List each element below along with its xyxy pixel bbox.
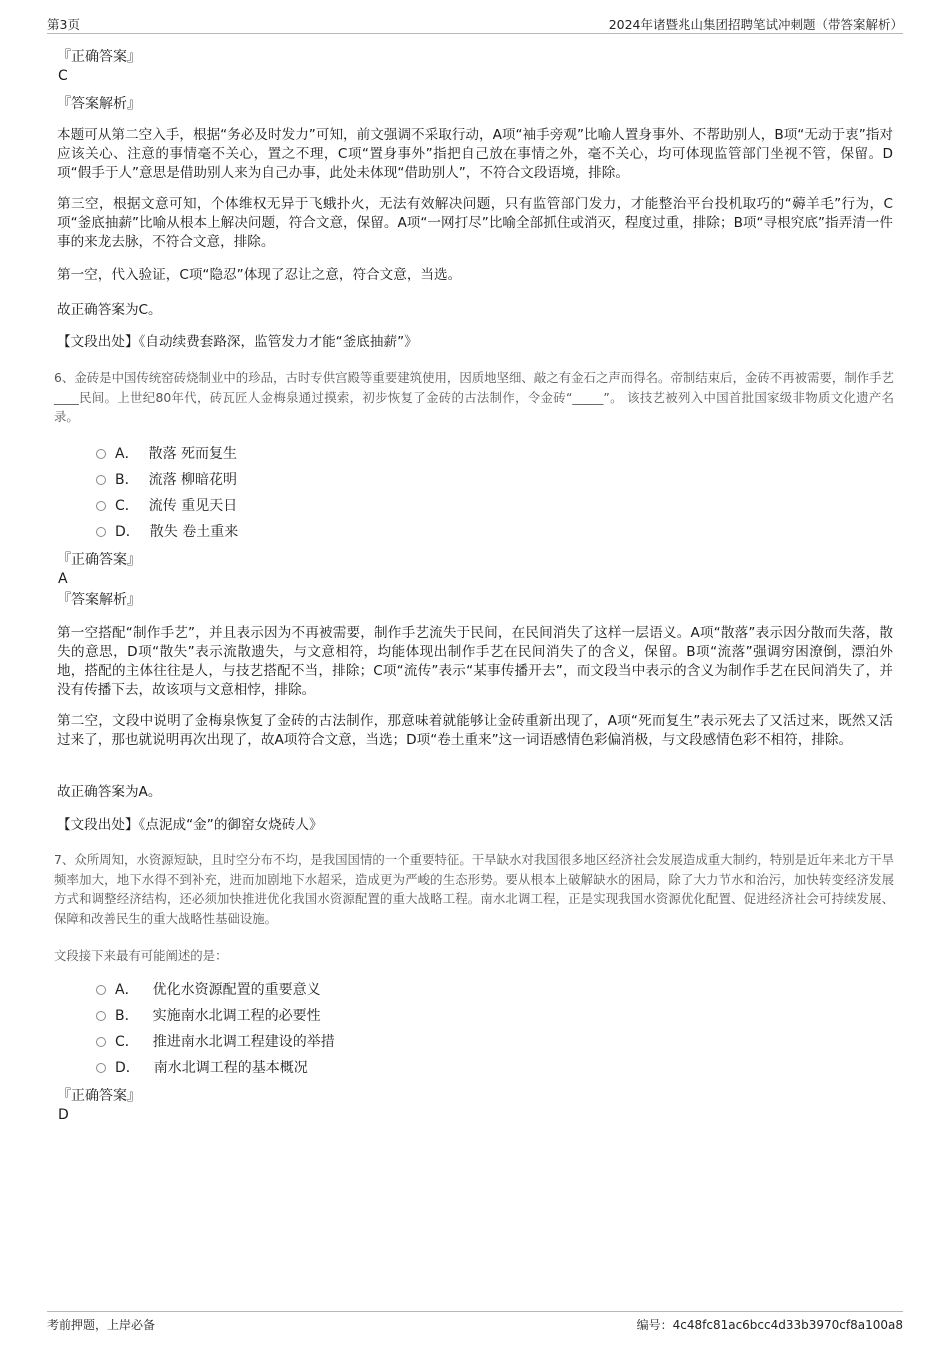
question-stem: 6、金砖是中国传统窑砖烧制业中的珍品，古时专供宫殿等重要建筑使用，因质地坚细、敲之有金石之声而得名。帝制结束后，金砖不再被需要，制作手艺 ____民间。上世纪80年代，砖瓦匠人金梅泉通过摸索，初步恢复了金砖的古法制作，令金砖“_____”。 该技艺被列入中国首批国家级非物质文化遗产名录。	[54, 370, 894, 424]
option-text: 流传 重见天日	[148, 498, 238, 514]
option-letter: D．	[115, 524, 140, 540]
question-prompt: 文段接下来最有可能阐述的是：	[54, 948, 228, 963]
option-a[interactable]	[96, 445, 237, 463]
answer-value: C	[58, 68, 68, 84]
analysis-label: 『答案解析』	[57, 592, 141, 608]
option-b[interactable]	[96, 1007, 321, 1025]
radio-icon[interactable]	[96, 501, 106, 511]
source-citation: 【文段出处】《点泥成“金”的御窑女烧砖人》	[57, 817, 323, 833]
option-text: 推进南水北调工程建设的举措	[152, 1034, 335, 1050]
analysis-paragraph: 第一空搭配“制作手艺”，并且表示因为不再被需要，制作手艺流失于民间，在民间消失了这样一层语义。A项“散落”表示因分散而失落，散失的意思，D项“散失”表示流散遗失，与文意相符，均能体现出制作手艺在民间消失了的含义，保留。B项“流落”强调穷困潦倒，漂泊外地，搭配的主体往往是人，与技艺搭配不当，排除；C项“流传”表示“某事传播开去”，而文段当中表示的含义为制作手艺在民间消失了，并没有传播下去，故该项与文意相悖，排除。	[57, 625, 893, 698]
analysis-label: 『答案解析』	[57, 96, 141, 112]
option-letter: D．	[115, 1060, 140, 1076]
footer-slogan: 考前押题，上岸必备	[47, 1318, 156, 1332]
option-text: 实施南水北调工程的必要性	[152, 1008, 321, 1024]
option-b[interactable]	[96, 471, 237, 489]
analysis-paragraph: 第一空，代入验证，C项“隐忍”体现了忍让之意，符合文意，当选。	[57, 267, 462, 283]
option-letter: B．	[115, 1008, 139, 1024]
option-text: 流落 柳暗花明	[148, 472, 238, 488]
answer-label: 『正确答案』	[57, 49, 141, 65]
option-letter: B．	[115, 472, 139, 488]
source-citation: 【文段出处】《自动续费套路深，监管发力才能“釜底抽薪”》	[57, 334, 418, 350]
analysis-paragraph: 第三空，根据文意可知，个体维权无异于飞蛾扑火，无法有效解决问题，只有监管部门发力，才能整治平台投机取巧的“薅羊毛”行为，C项“釜底抽薪”比喻从根本上解决问题，符合文意，保留。A项“一网打尽”比喻全部抓住或消灭，程度过重，排除；B项“寻根究底”指弄清一件事的来龙去脉，不符合文意，排除。	[57, 196, 893, 250]
page-footer	[47, 1311, 903, 1334]
answer-label: 『正确答案』	[57, 1088, 141, 1104]
page-header	[47, 13, 903, 34]
option-text: 南水北调工程的基本概况	[153, 1060, 308, 1076]
option-letter: A．	[115, 446, 139, 462]
option-letter: C．	[115, 498, 139, 514]
analysis-paragraph: 本题可从第二空入手，根据“务必及时发力”可知，前文强调不采取行动，A项“袖手旁观”比喻人置身事外、不帮助别人，B项“无动于衷”指对应该关心、注意的事情毫不关心，置之不理，C项“置身事外”指把自己放在事情之外，毫不关心，均可体现监管部门坐视不管，保留。D项“假手于人”意思是借助别人来为自己办事，此处未体现“借助别人”，不符合文段语境，排除。	[57, 127, 893, 181]
analysis-paragraph: 第二空，文段中说明了金梅泉恢复了金砖的古法制作，那意味着就能够让金砖重新出现了，A项“死而复生”表示死去了又活过来，既然又活过来了，那也就说明再次出现了，故A项符合文意，当选；D项“卷土重来”这一词语感情色彩偏消极，与文段感情色彩不相符，排除。	[57, 713, 893, 748]
option-letter: C．	[115, 1034, 139, 1050]
radio-icon[interactable]	[96, 475, 106, 485]
page-number: 第3页	[47, 17, 80, 32]
radio-icon[interactable]	[96, 1063, 106, 1073]
answer-value: A	[58, 571, 68, 587]
radio-icon[interactable]	[96, 1011, 106, 1021]
option-text: 散失 卷土重来	[149, 524, 239, 540]
radio-icon[interactable]	[96, 449, 106, 459]
option-d[interactable]	[96, 523, 238, 541]
option-letter: A．	[115, 982, 139, 998]
option-c[interactable]	[96, 1033, 335, 1051]
answer-label: 『正确答案』	[57, 552, 141, 568]
answer-value: D	[58, 1107, 69, 1123]
option-c[interactable]	[96, 497, 237, 515]
option-text: 优化水资源配置的重要意义	[152, 982, 321, 998]
question-stem: 7、众所周知，水资源短缺，且时空分布不均，是我国国情的一个重要特征。干旱缺水对我国很多地区经济社会发展造成重大制约，特别是近年来北方干旱频率加大，地下水得不到补充，进而加剧地下水超采，造成更为严峻的生态形势。要从根本上破解缺水的困局，除了大力节水和治污，加快转变经济发展方式和调整经济结构，还必须加快推进优化我国水资源配置的重大战略工程。南水北调工程，正是实现我国水资源优化配置、促进经济社会可持续发展、保障和改善民生的重大战略性基础设施。	[54, 852, 894, 926]
option-text: 散落 死而复生	[148, 446, 238, 462]
document-title: 2024年诸暨兆山集团招聘笔试冲刺题（带答案解析）	[608, 17, 903, 32]
option-a[interactable]	[96, 981, 321, 999]
document-id: 编号：4c48fc81ac6bcc4d33b3970cf8a100a8	[636, 1318, 903, 1332]
analysis-paragraph: 故正确答案为A。	[57, 784, 162, 800]
radio-icon[interactable]	[96, 1037, 106, 1047]
radio-icon[interactable]	[96, 985, 106, 995]
radio-icon[interactable]	[96, 527, 106, 537]
option-d[interactable]	[96, 1059, 308, 1077]
analysis-paragraph: 故正确答案为C。	[57, 302, 162, 318]
